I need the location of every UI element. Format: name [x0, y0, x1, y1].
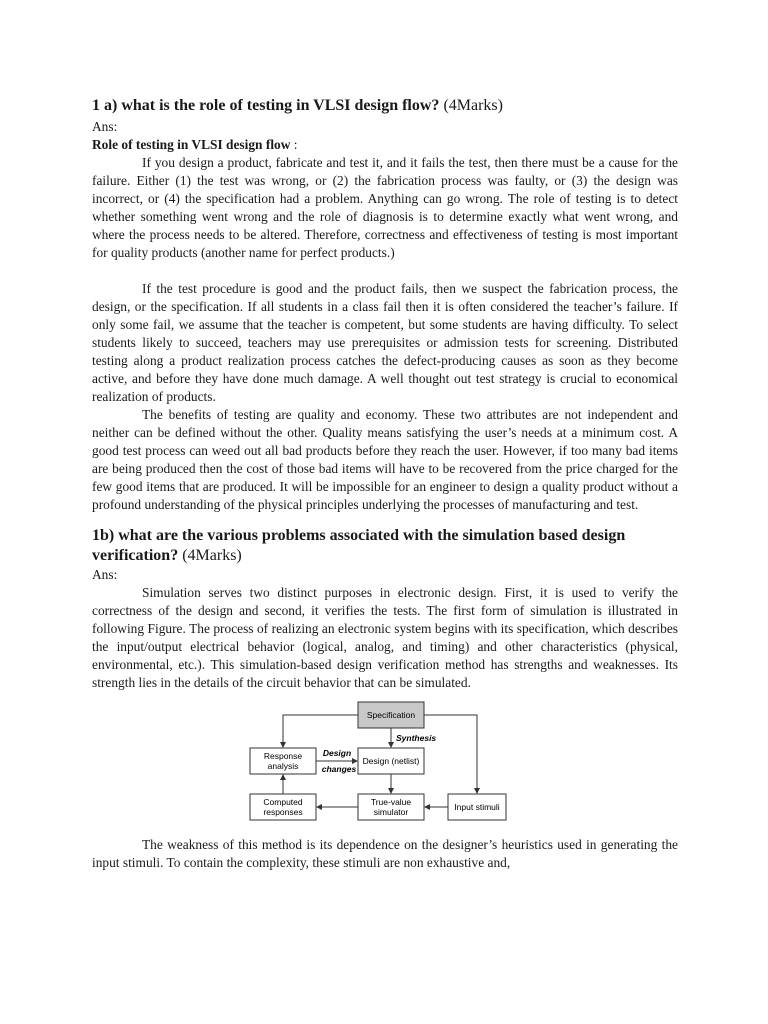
response-analysis-label-2: analysis	[267, 761, 299, 771]
synthesis-label: Synthesis	[396, 733, 437, 743]
question-1a-marks: (4Marks)	[443, 97, 503, 114]
paragraph-1: If you design a product, fabricate and test it, and it fails the test, then there must be a cause for the failure. Either (1) the test was wrong, or (2) the fabrication process was faulty, or (3) the design was incorrect, or (4) the specification had a problem. Anything can go wrong. The role of testing is to detect whether something went wrong and the role of diagnosis is to determine exactly what went wrong, and where the process needs to be altered. Therefore, correctness and effectiveness of testing is most important for quality products (another name for perfect products.)	[92, 155, 678, 260]
input-stimuli-label: Input stimuli	[454, 802, 500, 812]
question-1a-heading	[92, 96, 678, 116]
paragraph-3: The benefits of testing are quality and economy. These two attributes are not independent and neither can be defined without the other. Quality means satisfying the user’s needs at a minimum cost. A good test process can weed out all bad products before they reach the user. However, if too many bad items are being produced then the cost of those bad items will have to be recovered from the price charged for the few good items that are produced. It will be impossible for an engineer to design a quality product without a profound understanding of the physical principles underlying the processes of manufacturing and test.	[92, 407, 678, 512]
computed-responses-label-2: responses	[263, 807, 303, 817]
paragraph-4: Simulation serves two distinct purposes in electronic design. First, it is used to verify the correctness of the design and second, it verifies the tests. The first form of simulation is illustrated in following Figure. The process of realizing an electronic system begins with its specification, which describes the input/output electrical behavior (logical, analog, and timing) and other characteristics (physical, environmental, etc.). This simulation-based design verification method has strengths and weaknesses. Its strength lies in the details of the circuit behavior that can be simulated.	[92, 585, 678, 690]
subheading-colon: :	[290, 137, 298, 152]
true-value-simulator-label-1: True-value	[370, 797, 412, 807]
subheading-text: Role of testing in VLSI design flow	[92, 137, 291, 152]
design-netlist-label: Design (netlist)	[362, 756, 420, 766]
question-1b-marks: (4Marks)	[182, 547, 242, 564]
answer-label-2: Ans:	[92, 567, 118, 582]
answer-subheading	[92, 136, 678, 154]
spec-to-stimuli-arrow	[424, 715, 477, 793]
question-1b-title: 1b) what are the various problems associated with the simulation based design verification?	[92, 527, 626, 564]
response-analysis-label-1: Response	[263, 751, 303, 761]
design-changes-label-1: Design	[322, 748, 352, 758]
paragraph-2: If the test procedure is good and the product fails, then we suspect the fabrication process, the design, or the specification. If all students in a class fail then it is often considered the teacher’s failure. If only some fail, we assume that the teacher is competent, but some students are having difficulty. To select students likely to succeed, teachers may use prerequisites or admission tests for screening. Distributed testing along a product realization process catches the defect-producing causes as soon as they become active, and before they have done much damage. A well thought out test strategy is crucial to economical realization of products.	[92, 281, 678, 404]
simulation-flow-diagram	[248, 698, 508, 834]
question-1a-title: 1 a) what is the role of testing in VLSI design flow?	[92, 97, 440, 114]
paragraph-gap	[92, 262, 678, 280]
design-changes-label-2: changes	[321, 764, 357, 774]
document-content	[92, 96, 678, 872]
paragraph-5: The weakness of this method is its dependence on the designer’s heuristics used in generating the input stimuli. To contain the complexity, these stimuli are non exhaustive and,	[92, 837, 678, 870]
simulation-flow-figure	[92, 698, 678, 834]
specification-label: Specification	[366, 710, 416, 720]
spec-to-response-arrow	[283, 715, 358, 747]
computed-responses-label-1: Computed	[263, 797, 303, 807]
answer-label: Ans:	[92, 119, 118, 134]
question-1b-heading	[92, 526, 678, 566]
true-value-simulator-label-2: simulator	[373, 807, 409, 817]
